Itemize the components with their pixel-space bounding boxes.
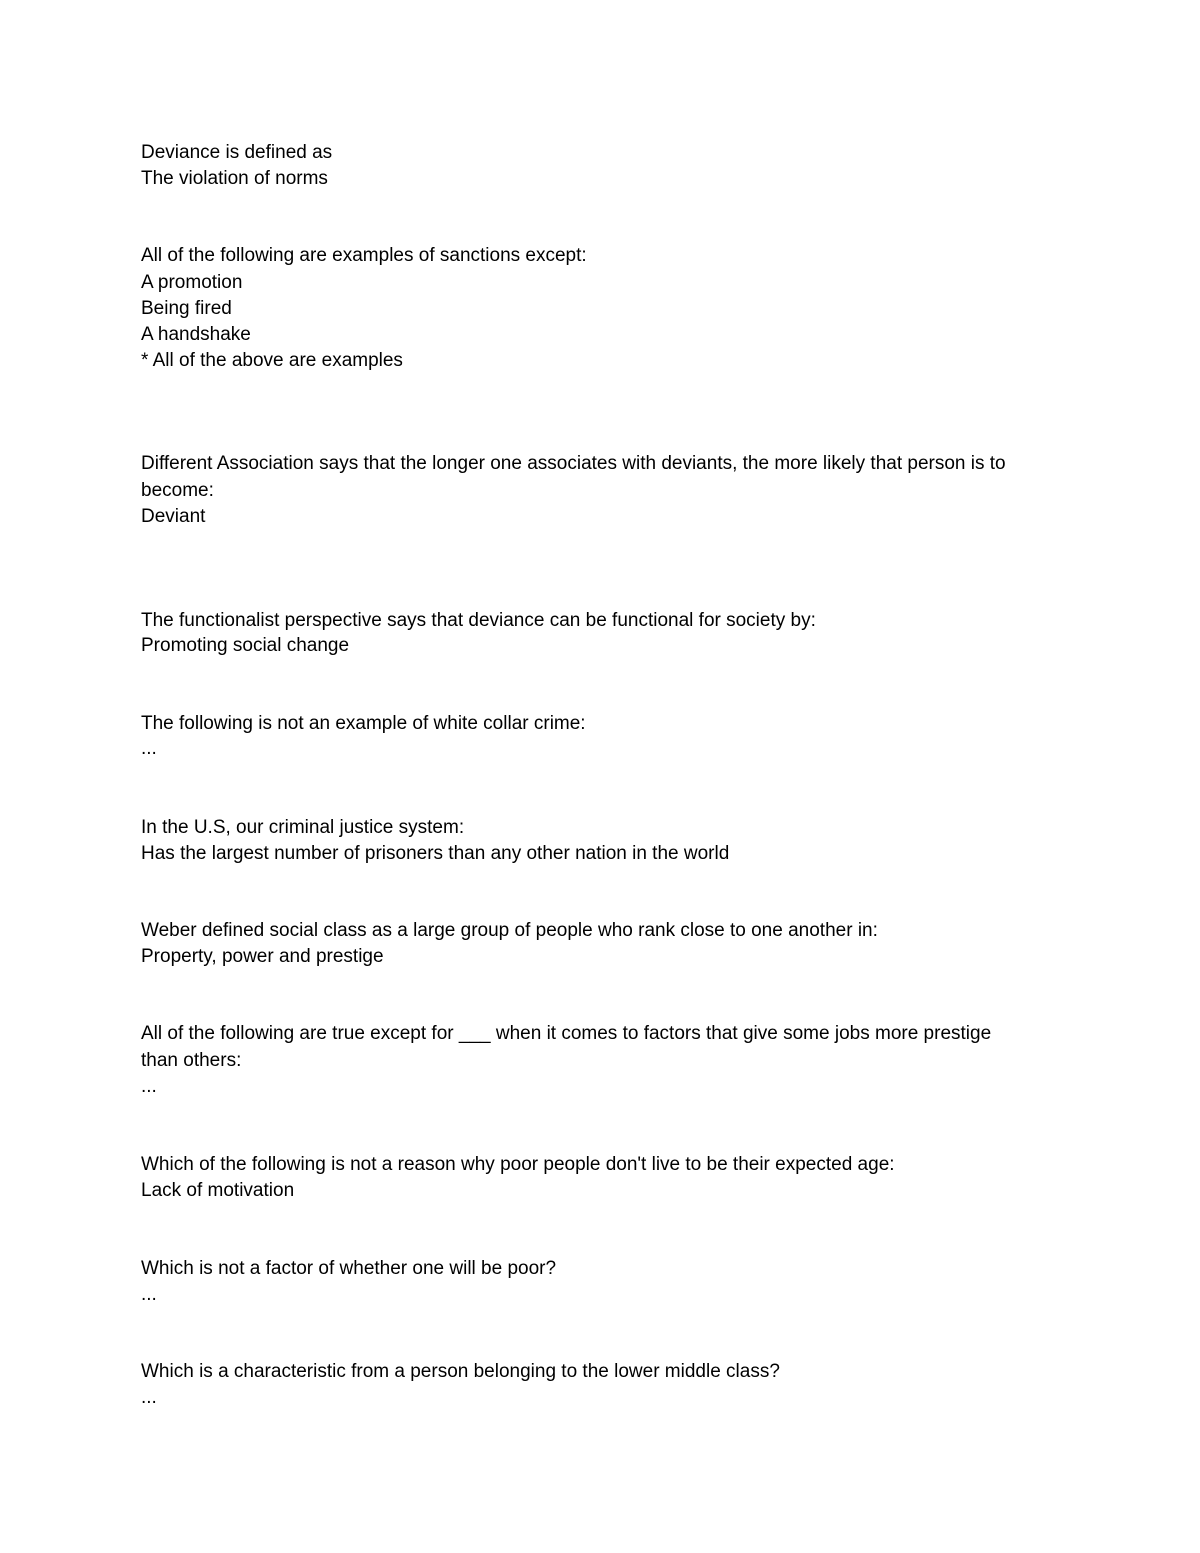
question-text: become: <box>141 480 214 501</box>
question-text: All of the following are examples of sanctions except: <box>141 245 587 266</box>
question-text: Which is a characteristic from a person belonging to the lower middle class? <box>141 1361 780 1382</box>
question-text: The functionalist perspective says that deviance can be functional for society by: <box>141 610 816 631</box>
question-text: Different Association says that the longer one associates with deviants, the more likely that person is to <box>141 453 1006 474</box>
answer-text: Lack of motivation <box>141 1180 295 1201</box>
answer-text: ... <box>141 1076 157 1097</box>
answer-text: Property, power and prestige <box>141 946 384 967</box>
question-text: Which is not a factor of whether one will be poor? <box>141 1258 557 1279</box>
answer-text: A promotion <box>141 272 243 293</box>
answer-text: Promoting social change <box>141 635 350 656</box>
question-text: Which of the following is not a reason why poor people don't live to be their expected age: <box>141 1154 895 1175</box>
question-text: The following is not an example of white collar crime: <box>141 713 586 734</box>
question-text: Deviance is defined as <box>141 142 333 163</box>
answer-text: ... <box>141 738 157 759</box>
answer-text: ... <box>141 1387 157 1408</box>
answer-text: The violation of norms <box>141 168 328 189</box>
answer-text: Being fired <box>141 298 232 319</box>
answer-text: Has the largest number of prisoners than any other nation in the world <box>141 843 730 864</box>
question-text: In the U.S, our criminal justice system: <box>141 817 465 838</box>
question-text: All of the following are true except for ___ when it comes to factors that give some jobs more prestige <box>141 1023 992 1044</box>
question-text: than others: <box>141 1050 242 1071</box>
question-text: Weber defined social class as a large group of people who rank close to one another in: <box>141 920 878 941</box>
answer-text: ... <box>141 1284 157 1305</box>
answer-text: A handshake <box>141 324 251 345</box>
answer-text: * All of the above are examples <box>141 350 403 371</box>
answer-text: Deviant <box>141 506 206 527</box>
